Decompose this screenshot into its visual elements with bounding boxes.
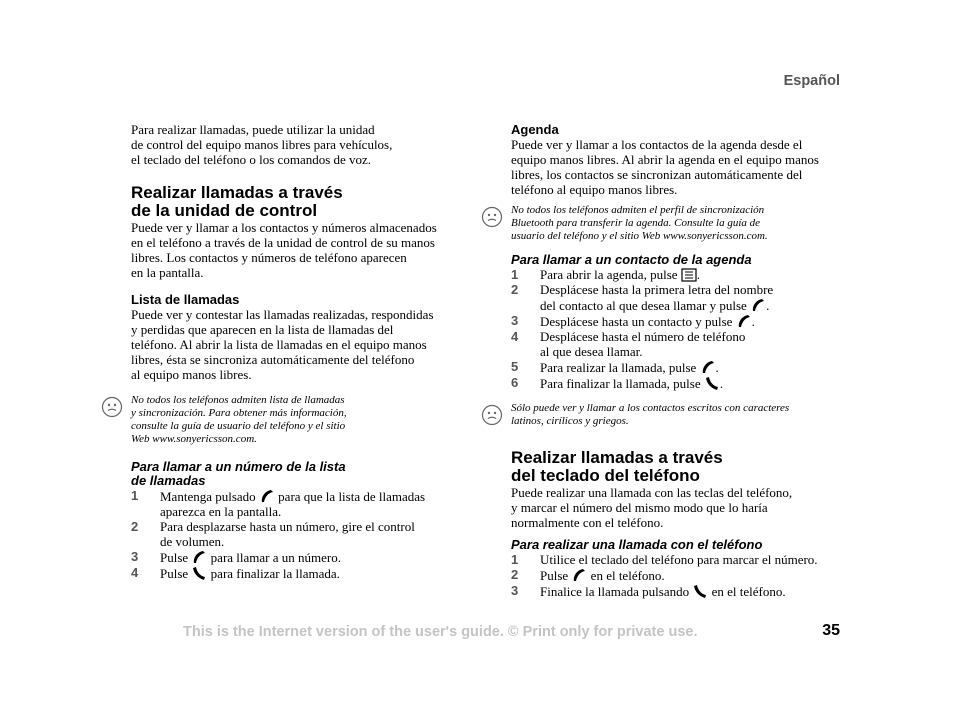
call-key-icon [736, 313, 752, 329]
call-key-icon [259, 488, 275, 504]
language-header: Español [783, 73, 840, 89]
step-item: 3 Pulse para llamar a un número. [131, 549, 341, 565]
phonebook-key-icon [681, 268, 697, 282]
step-item: 4 Desplácese hasta el número de teléfono al que desea llamar. [511, 329, 746, 359]
step-item: 6 Para finalizar la llamada, pulse . [511, 375, 724, 391]
intro-paragraph: Para realizar llamadas, puede utilizar la unidad de control del equipo manos libres para vehículos, el teclado del teléfono o los comandos de voz. [131, 122, 393, 167]
section-body-keypad: Puede realizar una llamada con las teclas del teléfono, y marcar el número del mismo modo que lo haría normalmente con el teléfono. [511, 485, 793, 530]
right-column [511, 122, 841, 599]
subsection-title-call-list: Lista de llamadas [131, 292, 240, 307]
call-key-icon [571, 567, 587, 583]
steps-call-keypad [511, 552, 841, 599]
page-number: 35 [822, 622, 840, 639]
call-key-icon [750, 297, 766, 313]
procedure-title-call-from-list: Para llamar a un número de la lista de llamadas [131, 459, 346, 488]
step-item: 4 Pulse para finalizar la llamada. [131, 565, 340, 581]
note-icon [101, 396, 123, 418]
step-item: 1 Para abrir la agenda, pulse . [511, 267, 701, 282]
subsection-body-agenda: Puede ver y llamar a los contactos de la agenda desde el equipo manos libres. Al abrir la agenda en el equipo manos libres, los contactos se sincronizan automáticamente del teléfono al equipo manos libres. [511, 137, 819, 197]
left-column [131, 122, 461, 581]
steps-call-from-list [131, 488, 461, 581]
procedure-title-call-keypad: Para realizar una llamada con el teléfono [511, 537, 763, 552]
note-icon [481, 404, 503, 426]
footer-disclaimer: This is the Internet version of the user's guide. © Print only for private use. [183, 624, 698, 640]
section-title-control-unit: Realizar llamadas a través de la unidad de control [131, 183, 343, 220]
note-latin-characters: Sólo puede ver y llamar a los contactos escritos con caracteres latinos, cirílicos y griegos. [511, 402, 841, 428]
step-item: 1 Mantenga pulsado para que la lista de llamadas aparezca en la pantalla. [131, 488, 426, 519]
step-item: 2 Desplácese hasta la primera letra del nombre del contacto al que desea llamar y pulse . [511, 282, 774, 313]
note-icon [481, 206, 503, 228]
subsection-body-call-list: Puede ver y contestar las llamadas realizadas, respondidas y perdidas que aparecen en la lista de llamadas del teléfono. Al abrir la lista de llamadas en el equipo manos libres, ésta se sincroniza automáticamente del teléfono al equipo manos libres. [131, 307, 434, 382]
step-item: 3 Finalice la llamada pulsando en el teléfono. [511, 583, 786, 599]
note-agenda-sync: No todos los teléfonos admiten el perfil de sincronización Bluetooth para transferir la agenda. Consulte la guía de usuario del teléfono y el sitio Web www.sonyericsson.com. [511, 204, 841, 243]
end-call-key-icon [191, 565, 207, 581]
section-body-control-unit: Puede ver y llamar a los contactos y números almacenados en el teléfono a través de la unidad de control de su manos libres. Los contactos y números de teléfono aparecen en la pantalla. [131, 220, 437, 280]
step-item: 2 Para desplazarse hasta un número, gire el control de volumen. [131, 519, 415, 549]
steps-call-contact [511, 267, 841, 391]
step-item: 1 Utilice el teclado del teléfono para marcar el número. [511, 552, 818, 567]
step-item: 5 Para realizar la llamada, pulse . [511, 359, 719, 375]
step-item: 3 Desplácese hasta un contacto y pulse . [511, 313, 755, 329]
subsection-title-agenda: Agenda [511, 122, 559, 137]
call-key-icon [700, 359, 716, 375]
end-call-key-icon [692, 583, 708, 599]
end-call-key-icon [704, 375, 720, 391]
call-key-icon [191, 549, 207, 565]
procedure-title-call-contact: Para llamar a un contacto de la agenda [511, 252, 752, 267]
section-title-keypad: Realizar llamadas a través del teclado del teléfono [511, 448, 723, 485]
note-call-list-support: No todos los teléfonos admiten lista de llamadas y sincronización. Para obtener más información, consulte la guía de usuario del teléfono y el sitio Web www.sonyericsson.com. [131, 394, 461, 446]
step-item: 2 Pulse en el teléfono. [511, 567, 665, 583]
